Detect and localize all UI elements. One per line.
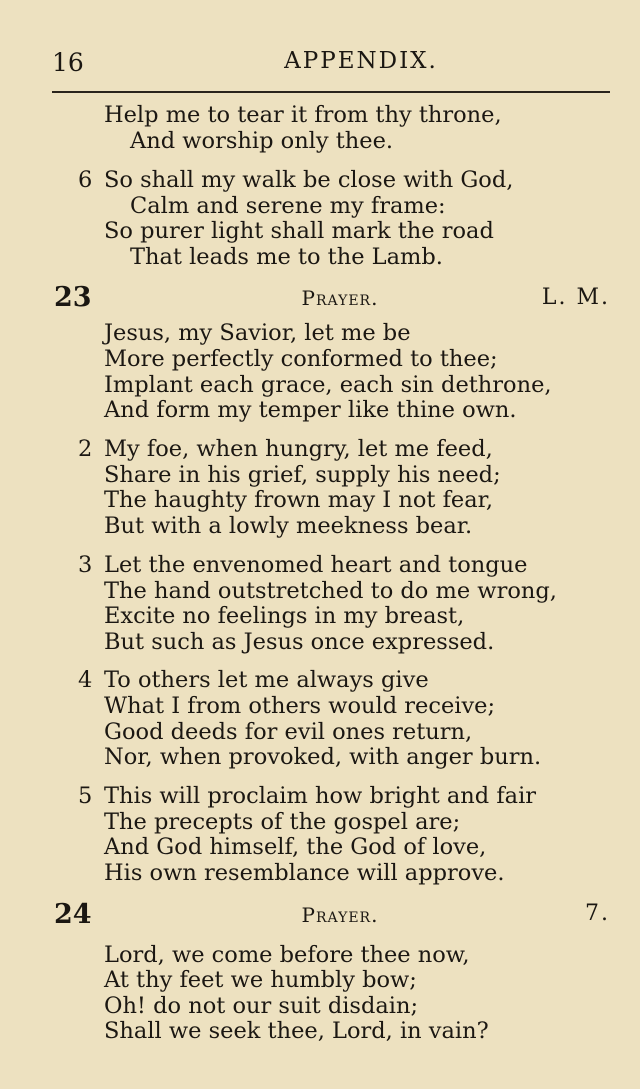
verse-line: But such as Jesus once expressed. [104, 629, 495, 655]
verse-line: So purer light shall mark the road [104, 218, 494, 244]
hymn-title: Prayer. [301, 903, 379, 927]
hymn-title: Prayer. [301, 286, 379, 310]
verse-line: That leads me to the Lamb. [130, 244, 443, 270]
verse-line: The haughty frown may I not fear, [104, 487, 494, 513]
verse-line: The hand outstretched to do me wrong, [104, 578, 557, 604]
header-rule [52, 91, 610, 93]
verse-line: Jesus, my Savior, let me be [104, 320, 411, 346]
verse-line: More perfectly conformed to thee; [104, 346, 498, 372]
verse-number: 3 [78, 552, 93, 578]
verse-line: And worship only thee. [130, 128, 394, 154]
verse-line: And form my temper like thine own. [104, 397, 517, 423]
verse-line: Good deeds for evil ones return, [104, 719, 473, 745]
hymn-number: 24 [54, 899, 92, 930]
verse-line: Lord, we come before thee now, [104, 942, 470, 968]
verse-number: 4 [78, 667, 93, 693]
verse-line: Shall we seek thee, Lord, in vain? [104, 1018, 489, 1044]
verse-line: My foe, when hungry, let me feed, [104, 436, 493, 462]
verse-number: 5 [78, 783, 93, 809]
running-title: APPENDIX. [284, 48, 438, 74]
verse-line: But with a lowly meekness bear. [104, 513, 473, 539]
verse-line: Share in his grief, supply his need; [104, 462, 501, 488]
verse-line: Nor, when provoked, with anger burn. [104, 744, 542, 770]
verse-number: 6 [78, 167, 93, 193]
verse-number: 2 [78, 436, 93, 462]
page-number: 16 [52, 48, 84, 77]
verse-line: What I from others would receive; [104, 693, 496, 719]
verse-line: His own resemblance will approve. [104, 860, 505, 886]
verse-line: To others let me always give [104, 667, 429, 693]
verse-line: The precepts of the gospel are; [104, 809, 461, 835]
verse-line: At thy feet we humbly bow; [104, 967, 417, 993]
verse-line: Oh! do not our suit disdain; [104, 993, 419, 1019]
verse-line: And God himself, the God of love, [104, 834, 487, 860]
verse-line: Excite no feelings in my breast, [104, 603, 465, 629]
hymn-meter: L. M. [541, 285, 610, 310]
hymn-number: 23 [54, 282, 92, 313]
verse-line: Let the envenomed heart and tongue [104, 552, 528, 578]
verse-line: Implant each grace, each sin dethrone, [104, 372, 552, 398]
running-head [52, 48, 610, 82]
verse-line: Calm and serene my frame: [130, 193, 446, 219]
hymn-meter: 7. [585, 901, 610, 926]
verse-line: This will proclaim how bright and fair [104, 783, 537, 809]
verse-line: So shall my walk be close with God, [104, 167, 514, 193]
verse-line: Help me to tear it from thy throne, [104, 102, 502, 128]
